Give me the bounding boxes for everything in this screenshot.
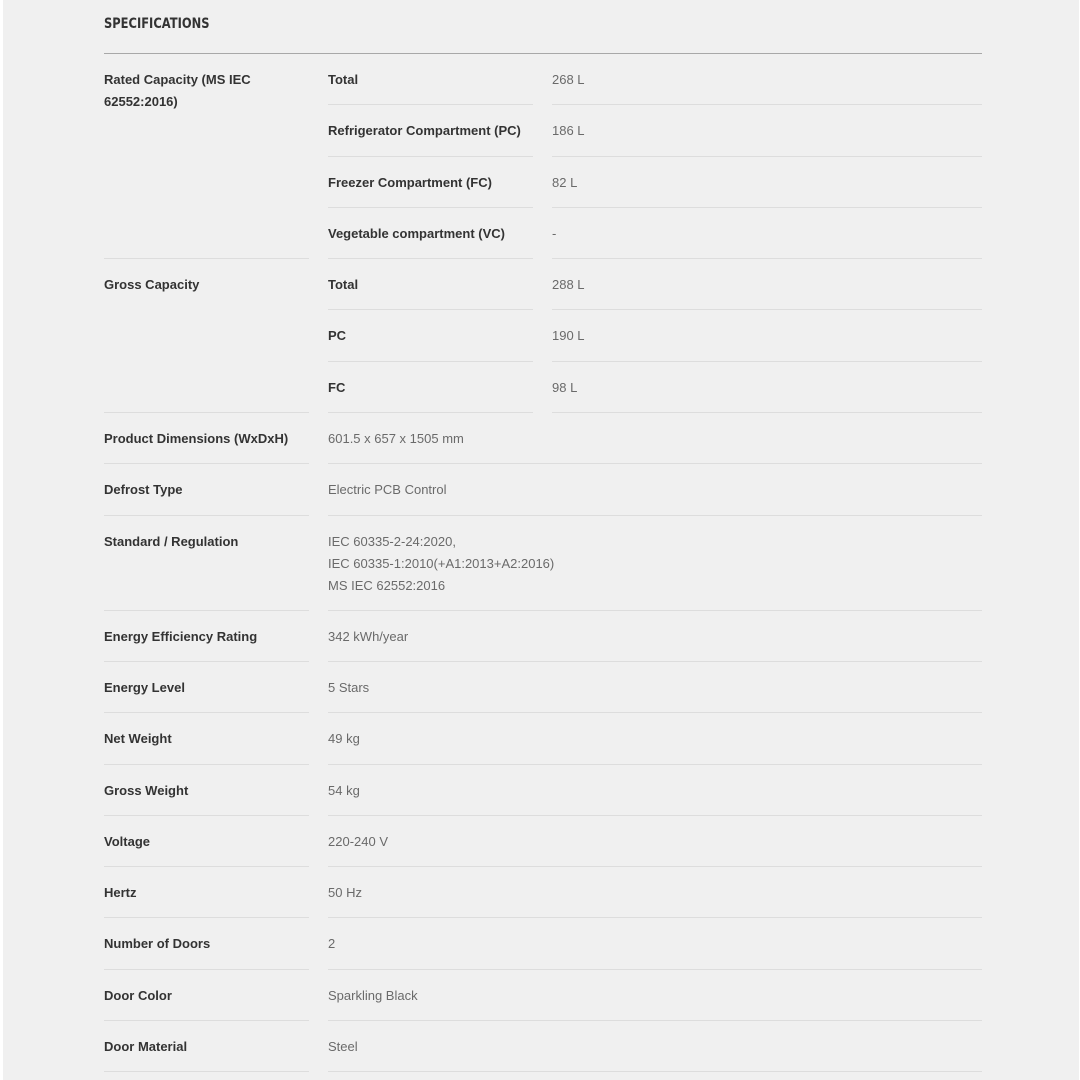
spec-label: Defrost Type [104, 464, 309, 515]
spec-value: 288 L [552, 259, 982, 310]
spec-row [328, 208, 982, 259]
spec-label: Product Dimensions (WxDxH) [104, 413, 309, 464]
spec-value: 98 L [552, 362, 982, 413]
spec-value: 54 kg [328, 765, 982, 816]
spec-value: 49 kg [328, 713, 982, 764]
spec-value: 82 L [552, 157, 982, 208]
spec-value: Steel [328, 1021, 982, 1072]
spec-row-energy-efficiency [104, 611, 982, 662]
spec-row [328, 362, 982, 413]
spec-value: 186 L [552, 105, 982, 156]
spec-label: Number of Doors [104, 918, 309, 969]
spec-row-dimensions [104, 413, 982, 464]
specifications-table [104, 54, 982, 1072]
spec-group-rows [328, 54, 982, 259]
spec-row-door-color [104, 970, 982, 1021]
spec-group-rated-capacity [104, 54, 982, 259]
spec-sublabel: Vegetable compartment (VC) [328, 208, 533, 259]
section-title: SPECIFICATIONS [104, 16, 210, 32]
spec-sublabel: Total [328, 54, 533, 105]
specifications-page [3, 0, 1079, 1080]
spec-row [328, 105, 982, 156]
spec-row-gross-weight [104, 765, 982, 816]
spec-row-defrost-type [104, 464, 982, 515]
spec-value: 220-240 V [328, 816, 982, 867]
spec-value: 50 Hz [328, 867, 982, 918]
spec-sublabel: Freezer Compartment (FC) [328, 157, 533, 208]
spec-value: 190 L [552, 310, 982, 361]
spec-label: Voltage [104, 816, 309, 867]
spec-row-voltage [104, 816, 982, 867]
spec-value: 342 kWh/year [328, 611, 982, 662]
spec-row [328, 310, 982, 361]
spec-value: 2 [328, 918, 982, 969]
spec-label: Door Color [104, 970, 309, 1021]
spec-value: Sparkling Black [328, 970, 982, 1021]
spec-sublabel: Refrigerator Compartment (PC) [328, 105, 533, 156]
spec-row [328, 157, 982, 208]
spec-sublabel: PC [328, 310, 533, 361]
spec-sublabel: FC [328, 362, 533, 413]
spec-sublabel: Total [328, 259, 533, 310]
spec-value: - [552, 208, 982, 259]
spec-label: Energy Level [104, 662, 309, 713]
spec-value: 268 L [552, 54, 982, 105]
spec-label: Net Weight [104, 713, 309, 764]
spec-label: Gross Weight [104, 765, 309, 816]
spec-label: Standard / Regulation [104, 516, 309, 611]
spec-label: Energy Efficiency Rating [104, 611, 309, 662]
spec-value: 5 Stars [328, 662, 982, 713]
spec-row-number-of-doors [104, 918, 982, 969]
spec-value: Electric PCB Control [328, 464, 982, 515]
spec-row [328, 259, 982, 310]
spec-value-line: IEC 60335-2-24:2020, [328, 533, 456, 549]
spec-value-line: MS IEC 62552:2016 [328, 577, 446, 593]
spec-value [328, 516, 982, 611]
spec-group-label: Rated Capacity (MS IEC 62552:2016) [104, 54, 309, 259]
spec-value-line: IEC 60335-1:2010(+A1:2013+A2:2016) [328, 555, 555, 571]
spec-row-hertz [104, 867, 982, 918]
spec-row-energy-level [104, 662, 982, 713]
spec-row [328, 54, 982, 105]
spec-row-net-weight [104, 713, 982, 764]
spec-row-door-material [104, 1021, 982, 1072]
spec-value: 601.5 x 657 x 1505 mm [328, 413, 982, 464]
spec-group-gross-capacity [104, 259, 982, 413]
spec-row-standard-regulation [104, 516, 982, 611]
spec-group-rows [328, 259, 982, 413]
spec-label: Door Material [104, 1021, 309, 1072]
spec-label: Hertz [104, 867, 309, 918]
spec-group-label: Gross Capacity [104, 259, 309, 413]
